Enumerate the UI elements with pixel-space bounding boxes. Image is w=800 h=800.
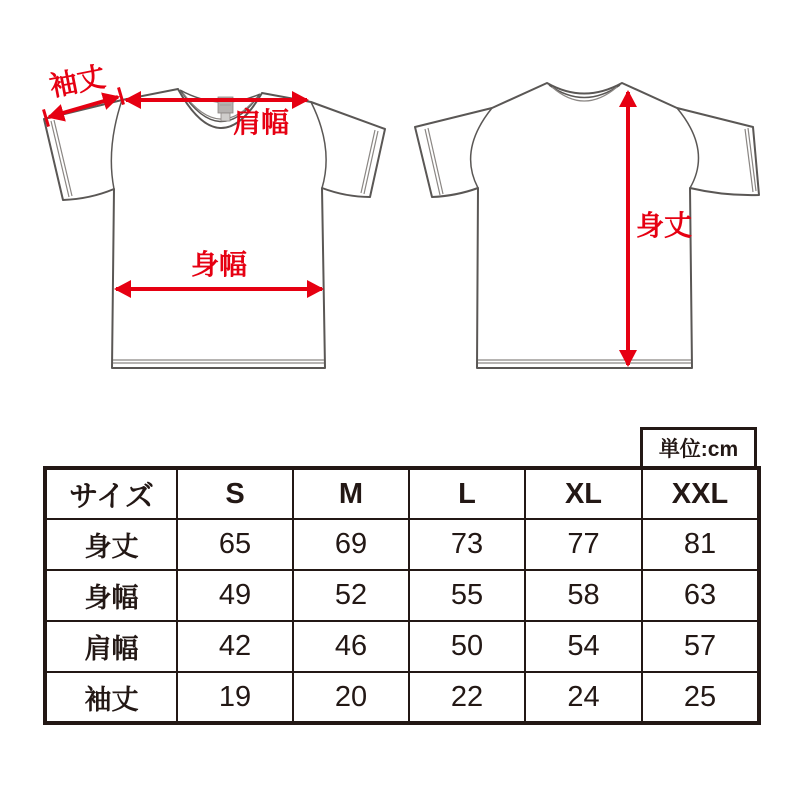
cell-value: 19 xyxy=(177,672,293,723)
size-table-header-row xyxy=(45,468,759,519)
header-m: M xyxy=(293,468,409,519)
row-label-sleeve-length: 袖丈 xyxy=(45,672,177,723)
cell-value: 55 xyxy=(409,570,525,621)
cell-value: 54 xyxy=(525,621,642,672)
cell-value: 81 xyxy=(642,519,759,570)
cell-value: 73 xyxy=(409,519,525,570)
cell-value: 25 xyxy=(642,672,759,723)
body-length-label: 身丈 xyxy=(635,210,693,241)
cell-value: 24 xyxy=(525,672,642,723)
sleeve-length-label: 袖丈 xyxy=(46,61,108,103)
unit-label-box xyxy=(640,427,757,469)
row-label-body-width: 身幅 xyxy=(45,570,177,621)
cell-value: 49 xyxy=(177,570,293,621)
shoulder-width-label: 肩幅 xyxy=(232,107,290,138)
cell-value: 58 xyxy=(525,570,642,621)
cell-value: 42 xyxy=(177,621,293,672)
row-label-body-length: 身丈 xyxy=(45,519,177,570)
header-xxl: XXL xyxy=(642,468,759,519)
header-xl: XL xyxy=(525,468,642,519)
header-size: サイズ xyxy=(45,468,177,519)
cell-value: 46 xyxy=(293,621,409,672)
cell-value: 69 xyxy=(293,519,409,570)
unit-label: 単位:cm xyxy=(658,438,739,461)
cell-value: 63 xyxy=(642,570,759,621)
header-s: S xyxy=(177,468,293,519)
cell-value: 22 xyxy=(409,672,525,723)
cell-value: 20 xyxy=(293,672,409,723)
body-width-label: 身幅 xyxy=(190,249,248,280)
table-row-body-length xyxy=(45,519,759,570)
cell-value: 50 xyxy=(409,621,525,672)
header-l: L xyxy=(409,468,525,519)
table-row-body-width xyxy=(45,570,759,621)
table-row-shoulder-width xyxy=(45,621,759,672)
cell-value: 57 xyxy=(642,621,759,672)
back-shirt-outline xyxy=(415,83,759,368)
row-label-shoulder-width: 肩幅 xyxy=(45,621,177,672)
front-shirt-outline xyxy=(44,89,385,368)
cell-value: 65 xyxy=(177,519,293,570)
size-table xyxy=(43,466,761,725)
cell-value: 52 xyxy=(293,570,409,621)
cell-value: 77 xyxy=(525,519,642,570)
table-row-sleeve-length xyxy=(45,672,759,723)
